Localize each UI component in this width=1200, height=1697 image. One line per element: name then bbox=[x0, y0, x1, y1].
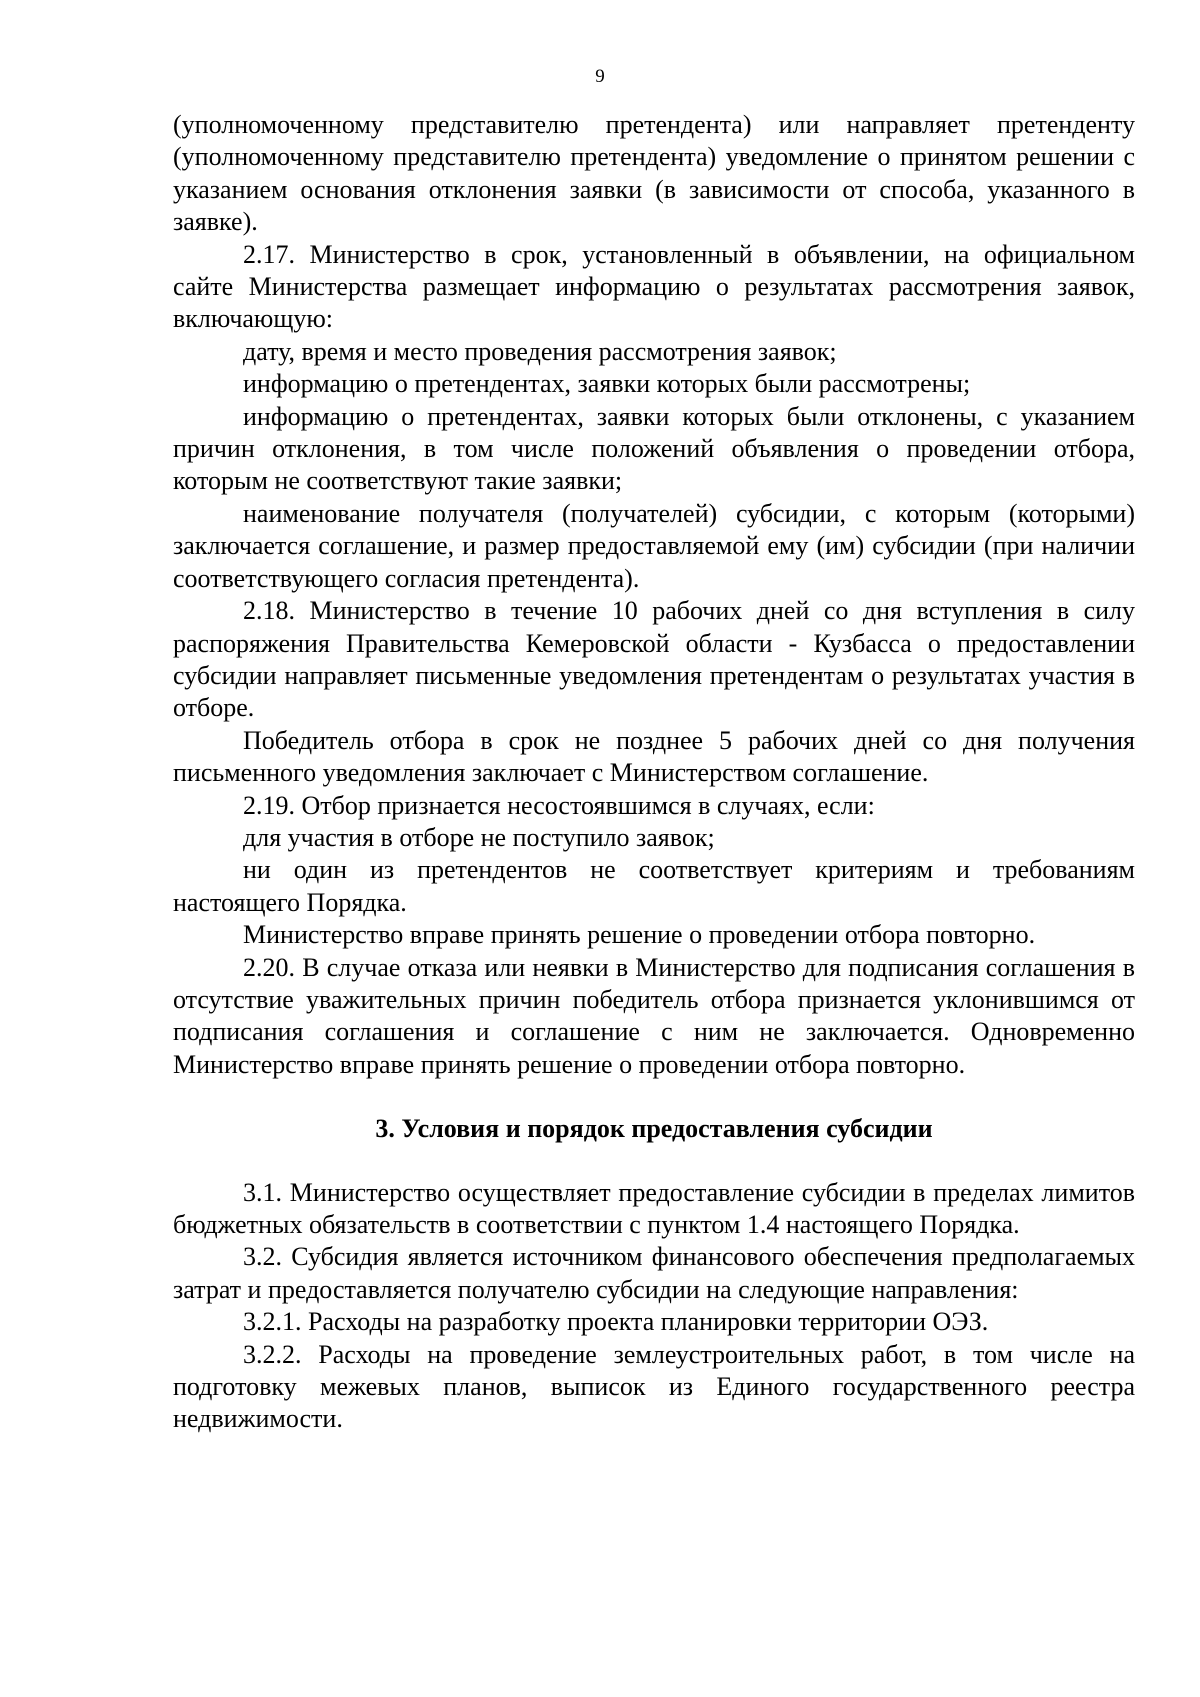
paragraph: 3.2.2. Расходы на проведение землеустроительных работ, в том числе на подготовку межевых планов, выписок из Единого государственного реестра недвижимости. bbox=[173, 1339, 1135, 1434]
paragraph: 3.1. Министерство осуществляет предоставление субсидии в пределах лимитов бюджетных обязательств в соответствии с пунктом 1.4 настоящего Порядка. bbox=[173, 1177, 1135, 1239]
document-body bbox=[173, 109, 1135, 1436]
list-paragraph: для участия в отборе не поступило заявок; bbox=[243, 822, 715, 852]
paragraph: 2.19. Отбор признается несостоявшимся в случаях, если: bbox=[243, 790, 875, 820]
section-heading: 3. Условия и порядок предоставления субсидии bbox=[375, 1114, 933, 1144]
paragraph: (уполномоченному представителю претендента) или направляет претенденту (уполномоченному представителю претендента) уведомление о принятом решении с указанием основания отклонения заявки (в зависимости от способа, указанного в заявке). bbox=[173, 110, 1135, 237]
paragraph: 2.17. Министерство в срок, установленный в объявлении, на официальном сайте Министерства размещает информацию о результатах рассмотрения заявок, включающую: bbox=[173, 239, 1135, 334]
page-number: 9 bbox=[595, 66, 605, 87]
list-paragraph: информацию о претендентах, заявки которых были отклонены, с указанием причин отклонения, в том числе положений объявления о проведении отбора, которым не соответствуют такие заявки; bbox=[173, 401, 1135, 496]
list-paragraph: дату, время и место проведения рассмотрения заявок; bbox=[243, 336, 837, 366]
list-paragraph: наименование получателя (получателей) субсидии, с которым (которыми) заключается соглашение, и размер предоставляемой ему (им) субсидии (при наличии соответствующего согласия претендента). bbox=[173, 498, 1135, 593]
paragraph: 2.18. Министерство в течение 10 рабочих дней со дня вступления в силу распоряжения Правительства Кемеровской области - Кузбасса о предоставлении субсидии направляет письменные уведомления претендентам о результатах участия в отборе. bbox=[173, 596, 1135, 723]
paragraph: 3.2. Субсидия является источником финансового обеспечения предполагаемых затрат и предоставляется получателю субсидии на следующие направления: bbox=[173, 1242, 1135, 1304]
paragraph: 2.20. В случае отказа или неявки в Министерство для подписания соглашения в отсутствие уважительных причин победитель отбора признается уклонившимся от подписания соглашения и соглашение с ним не заключается. Одновременно Министерство вправе принять решение о проведении отбора повторно. bbox=[173, 952, 1135, 1079]
paragraph: 3.2.1. Расходы на разработку проекта планировки территории ОЭЗ. bbox=[243, 1307, 989, 1337]
paragraph: Победитель отбора в срок не позднее 5 рабочих дней со дня получения письменного уведомления заключает с Министерством соглашение. bbox=[173, 725, 1135, 788]
list-paragraph: информацию о претендентах, заявки которых были рассмотрены; bbox=[243, 369, 971, 399]
paragraph: Министерство вправе принять решение о проведении отбора повторно. bbox=[243, 920, 1036, 950]
list-paragraph: ни один из претендентов не соответствует критериям и требованиям настоящего Порядка. bbox=[173, 855, 1135, 917]
